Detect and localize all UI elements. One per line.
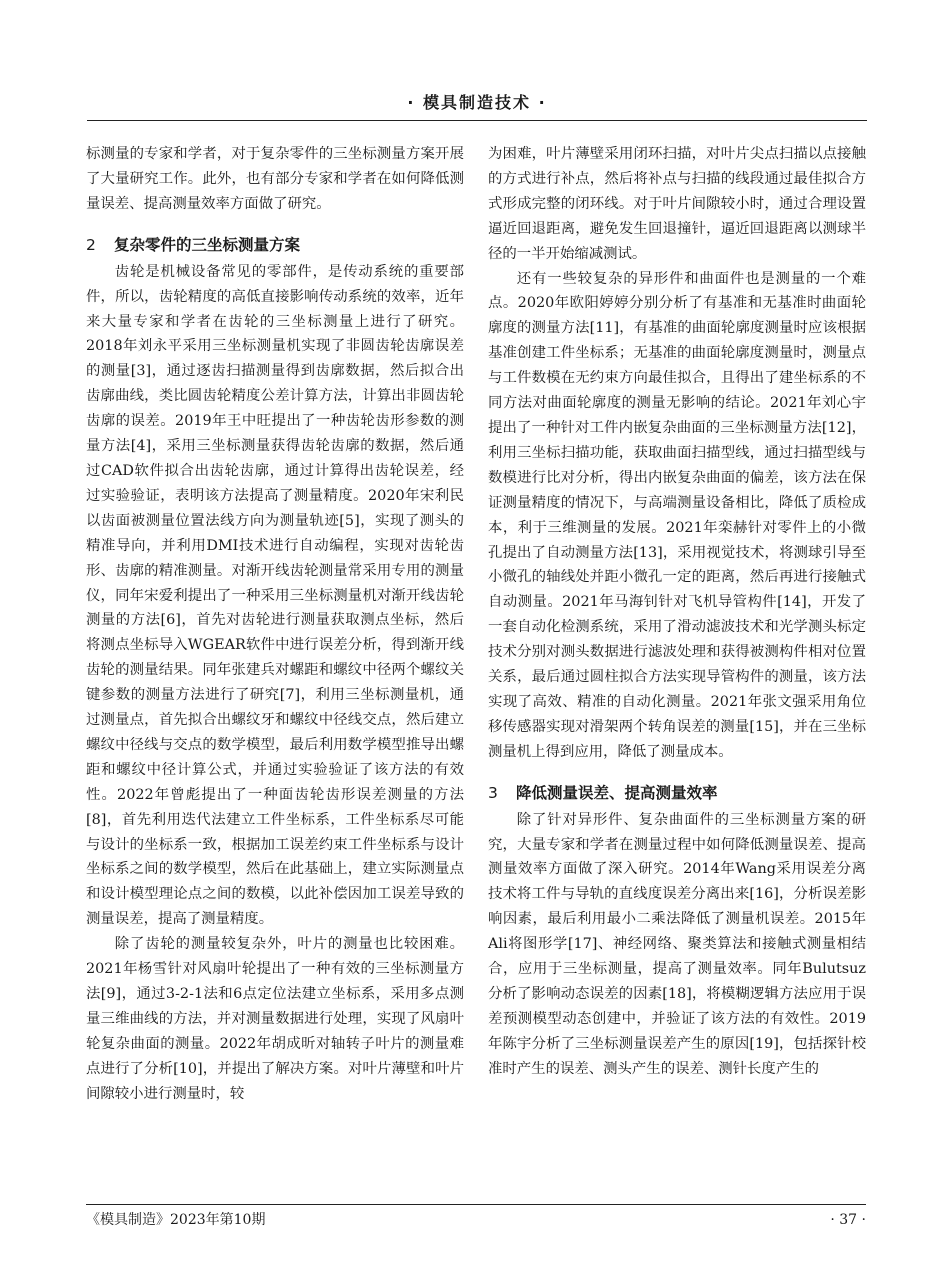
section-title: 降低测量误差、提高测量效率 <box>516 783 718 802</box>
journal-issue: 《模具制造》2023年第10期 <box>86 1212 266 1228</box>
journal-section-title: · 模具制造技术 · <box>407 93 547 112</box>
right-column <box>488 142 866 1082</box>
page-footer <box>86 1204 866 1231</box>
page-number: · 37 · <box>830 1212 866 1228</box>
paragraph: 还有一些较复杂的异形件和曲面件也是测量的一个难点。2020年欧阳婷婷分别分析了有基准和无基准时曲面轮廓度的测量方法[11]，有基准的曲面轮廓度测量时应该根据基准创建工件坐标系；无基准的曲面轮廓度测量时，测量点与工件数模在无约束方向最佳拟合，且得出了建坐标系的不同方法对曲面轮廓度的测量无影响的结论。2021年刘心宇提出了一种针对工件内嵌复杂曲面的三坐标测量方法[12]，利用三坐标扫描功能，获取曲面扫描型线，通过扫描型线与数模进行比对分析，得出内嵌复杂曲面的偏差，该方法在保证测量精度的情况下，与高端测量设备相比，降低了质检成本，利于三维测量的发展。2021年栾赫针对零件上的小微孔提出了自动测量方法[13]，采用视觉技术，将测球引导至小微孔的轴线处并距小微孔一定的距离，然后再进行接触式自动测量。2021年马海钊针对飞机导管构件[14]，开发了一套自动化检测系统，采用了滑动滤波技术和光学测头标定技术分别对测头数据进行滤波处理和获得被测构件相对位置关系，最后通过圆柱拟合方法实现导管构件的测量，该方法实现了高效、精准的自动化测量。2021年张文强采用角位移传感器实现对滑架两个转角误差的测量[15]，并在三坐标测量机上得到应用，降低了测量成本。 <box>488 270 866 760</box>
paragraph: 齿轮是机械设备常见的零部件，是传动系统的重要部件，所以，齿轮精度的高低直接影响传动系统的效率，近年来大量专家和学者在齿轮的三坐标测量上进行了研究。2018年刘永平采用三坐标测量机实现了非圆齿轮齿廓误差的测量[3]，通过逐齿扫描测量得到齿廓数据，然后拟合出齿廓曲线，类比圆齿轮精度公差计算方法，计算出非圆齿轮齿廓的误差。2019年王中旺提出了一种齿轮齿形参数的测量方法[4]，采用三坐标测量获得齿轮齿廓的数据，然后通过CAD软件拟合出齿轮齿廓，通过计算得出齿轮误差，经过实验验证，表明该方法提高了测量精度。2020年宋利民以齿面被测量位置法线方向为测量轨迹[5]，实现了测头的精准导向，并利用DMI技术进行自动编程，实现对齿轮齿形、齿廓的精准测量。对渐开线齿轮测量常采用专用的测量仪，同年宋爱利提出了一种采用三坐标测量机对渐开线齿轮测量的方法[6]，首先对齿轮进行测量获取测点坐标，然后将测点坐标导入WGEAR软件中进行误差分析，得到渐开线齿轮的测量结果。同年张建兵对螺距和螺纹中径两个螺纹关键参数的测量方法进行了研究[7]，利用三坐标测量机，通过测量点，首先拟合出螺纹牙和螺纹中径线交点，然后建立螺纹中径线与交点的数学模型，最后利用数学模型推导出螺距和螺纹中径计算公式，并通过实验验证了该方法的有效性。2022年曾彪提出了一种面齿轮齿形误差测量的方法[8]，首先利用迭代法建立工件坐标系，工件坐标系尽可能与设计的坐标系一致，根据加工误差约束工件坐标系与设计坐标系之间的数学模型，然后在此基础上，建立实际测量点和设计模型理论点之间的数模，以此补偿因加工误差导致的测量误差，提高了测量精度。 <box>86 263 464 928</box>
paragraph: 除了齿轮的测量较复杂外，叶片的测量也比较困难。2021年杨雪针对风扇叶轮提出了一种有效的三坐标测量方法[9]，通过3-2-1法和6点定位法建立坐标系，采用多点测量三维曲线的方法，并对测量数据进行处理，实现了风扇叶轮复杂曲面的测量。2022年胡成昕对轴转子叶片的测量难点进行了分析[10]，并提出了解决方案。对叶片薄壁和叶片间隙较小进行测量时，较 <box>86 936 464 1102</box>
paragraph: 标测量的专家和学者，对于复杂零件的三坐标测量方案开展了大量研究工作。此外，也有部分专家和学者在如何降低测量误差、提高测量效率方面做了研究。 <box>86 146 464 212</box>
left-column <box>86 142 464 1107</box>
section-title: 复杂零件的三坐标测量方案 <box>114 235 301 254</box>
paragraph: 为困难，叶片薄壁采用闭环扫描，对叶片尖点扫描以点接触的方式进行补点，然后将补点与扫描的线段通过最佳拟合方式形成完整的闭环线。对于叶片间隙较小时，通过合理设置逼近回退距离，避免发生回退撞针，逼近回退距离以测球半径的一半开始缩减测试。 <box>488 146 866 262</box>
section-heading-3 <box>488 780 866 806</box>
paragraph: 除了针对异形件、复杂曲面件的三坐标测量方案的研究，大量专家和学者在测量过程中如何降低测量误差、提高测量效率方面做了深入研究。2014年Wang采用误差分离技术将工件与导轨的直线度误差分离出来[16]，分析误差影响因素，最后利用最小二乘法降低了测量机误差。2015年Ali将图形学[17]、神经网络、聚类算法和接触式测量相结合，应用于三坐标测量，提高了测量效率。同年Bulutsuz分析了影响动态误差的因素[18]，将模糊逻辑方法应用于误差预测模型动态创建中，并验证了该方法的有效性。2019年陈宇分析了三坐标测量误差产生的原因[19]，包括探针校准时产生的误差、测头产生的误差、测针长度产生的 <box>488 811 866 1077</box>
section-heading-2 <box>86 232 464 258</box>
section-number: 3 <box>488 783 498 802</box>
section-number: 2 <box>86 235 96 254</box>
running-header <box>87 88 867 121</box>
